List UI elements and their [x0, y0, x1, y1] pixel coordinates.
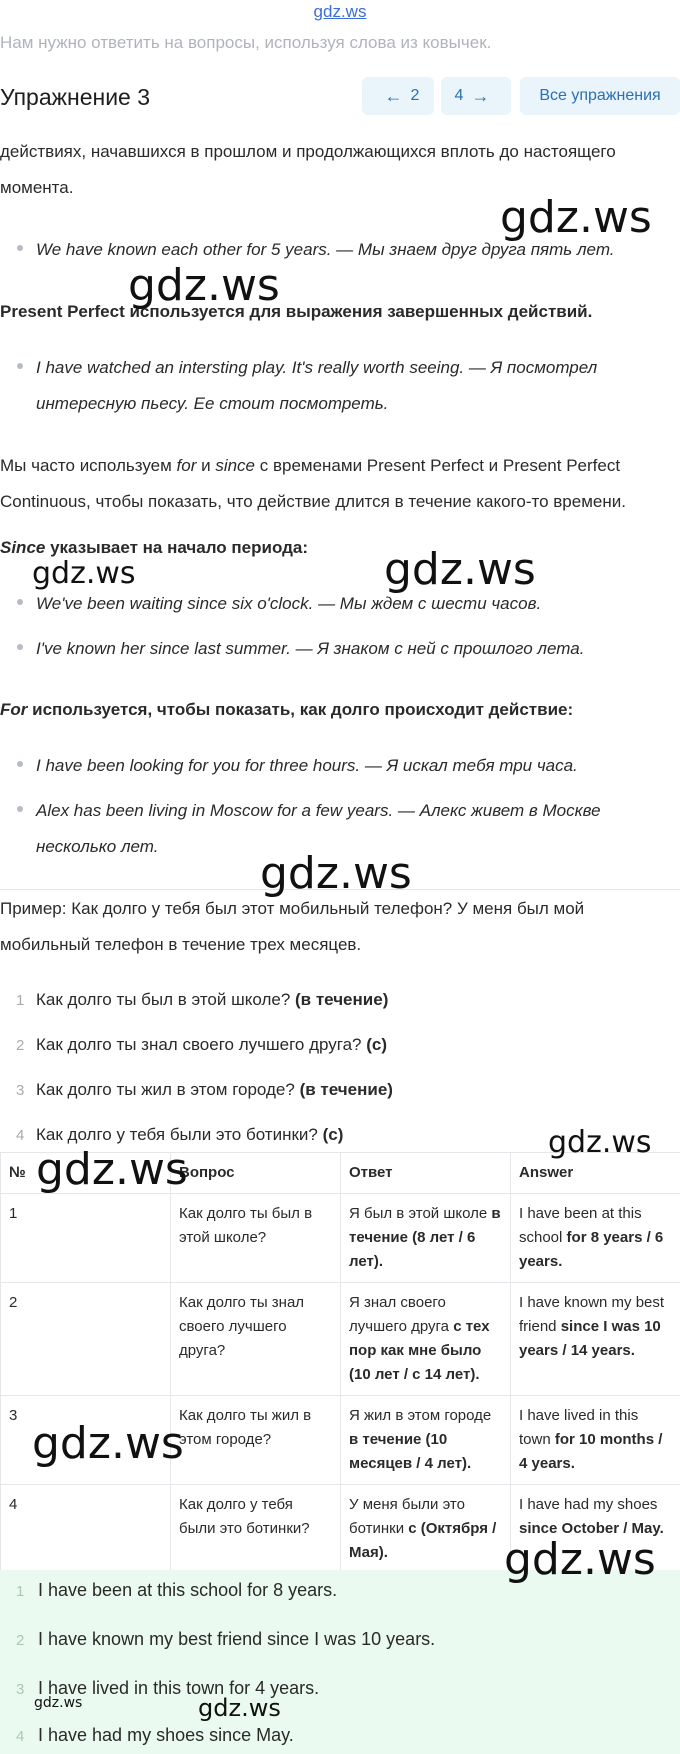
watermark: gdz.ws: [32, 556, 136, 591]
all-exercises-button[interactable]: [520, 77, 680, 115]
bullet-dot: [17, 245, 23, 251]
for-heading: [0, 700, 680, 720]
cell-text: Я жил в этом городе: [349, 1407, 492, 1424]
watermark: gdz.ws: [548, 1125, 652, 1160]
cell-text: I have had my shoes: [519, 1496, 658, 1513]
answers-table: [0, 1152, 680, 1574]
cell-text: Я знал своего лучшего друга: [349, 1294, 454, 1335]
table-cell-num: 1: [1, 1194, 171, 1283]
question-hint: (в течение): [299, 1080, 393, 1099]
answer-item: I have had my shoes since May.: [38, 1725, 294, 1745]
bullet-dot: [17, 644, 23, 650]
table-cell-question: Как долго ты был в этой школе?: [171, 1194, 341, 1283]
question-item: [36, 1125, 343, 1145]
cell-text-bold: since I was 10 years / 14 years.: [519, 1318, 661, 1359]
question-hint: (с): [366, 1035, 388, 1054]
table-cell-answer-en: [511, 1396, 680, 1485]
answer-number: 1: [16, 1583, 25, 1600]
cell-text-bold: с тех пор как мне было (10 лет / с 14 лет).: [349, 1318, 490, 1383]
question-item: [36, 1035, 387, 1055]
watermark: gdz.ws: [504, 1534, 656, 1585]
question-number: 1: [16, 992, 25, 1009]
since-heading: [0, 538, 680, 558]
theory-line-2: момента.: [0, 178, 74, 197]
table-cell-question: Как долго у тебя были это ботинки?: [171, 1485, 341, 1574]
bullet-dot: [17, 761, 23, 767]
watermark: gdz.ws: [34, 1695, 83, 1711]
question-text: Как долго ты жил в этом городе?: [36, 1080, 300, 1099]
exercise-subtitle: Нам нужно ответить на вопросы, используя слова из ковычек.: [0, 33, 492, 52]
table-cell-answer-en: [511, 1283, 680, 1396]
watermark: gdz.ws: [128, 260, 280, 311]
table-header-cell: Answer: [511, 1153, 680, 1194]
exercise-title: Упражнение 3: [0, 84, 151, 110]
prev-exercise-button[interactable]: [362, 77, 434, 115]
answer-number: 4: [16, 1728, 25, 1745]
cell-text-bold: в течение (10 месяцев / 4 лет).: [349, 1431, 472, 1472]
text-fragment: с временами Present Perfect и Present Perfect: [255, 456, 621, 475]
table-header-cell: №: [1, 1153, 171, 1194]
text-fragment: Мы часто используем: [0, 456, 177, 475]
site-logo-link[interactable]: gdz.ws: [313, 2, 367, 21]
next-exercise-button[interactable]: [441, 77, 511, 115]
bullet-dot: [17, 599, 23, 605]
all-exercises-label: Все упражнения: [539, 87, 661, 104]
table-row: [1, 1194, 680, 1283]
term-since-heading: Since: [0, 538, 46, 557]
cell-text-bold: с (Октября / Мая).: [349, 1520, 497, 1561]
example-sentence-3: We've been waiting since six o'clock. — Мы ждем с шести часов.: [36, 594, 542, 613]
cell-text: I have lived in this town: [519, 1407, 639, 1448]
table-cell-num: 3: [1, 1396, 171, 1485]
example-sentence-4: I've known her since last summer. — Я знаком с ней с прошлого лета.: [36, 639, 585, 658]
question-item: [36, 1080, 393, 1100]
question-number: 3: [16, 1082, 25, 1099]
table-header-cell: Вопрос: [171, 1153, 341, 1194]
question-text: Как долго у тебя были это ботинки?: [36, 1125, 323, 1144]
watermark: gdz.ws: [260, 848, 412, 899]
example-sentence-2-line-1: I have watched an intersting play. It's really worth seeing. — Я посмотрел: [36, 358, 598, 377]
table-cell-num: 4: [1, 1485, 171, 1574]
question-text: Как долго ты был в этой школе?: [36, 990, 295, 1009]
term-since: since: [215, 456, 256, 475]
cell-text-bold: for 8 years / 6 years.: [519, 1229, 664, 1270]
example-sentence-5: I have been looking for you for three hours. — Я искал тебя три часа.: [36, 756, 578, 775]
table-cell-question: Как долго ты знал своего лучшего друга?: [171, 1283, 341, 1396]
question-item: [36, 990, 388, 1010]
cell-text: I have been at this school: [519, 1205, 642, 1246]
watermark: gdz.ws: [36, 1144, 188, 1195]
example-sentence-2: [36, 350, 676, 422]
answer-item: I have known my best friend since I was 10 years.: [38, 1629, 436, 1649]
answer-number: 3: [16, 1681, 25, 1698]
example-sentence-6-line-2: несколько лет.: [36, 837, 159, 856]
question-hint: (в течение): [295, 990, 389, 1009]
prev-exercise-label: 2: [410, 87, 420, 104]
arrow-left-icon: ←: [384, 85, 403, 106]
answer-item: I have lived in this town for 4 years.: [38, 1678, 320, 1698]
bullet-dot: [17, 363, 23, 369]
watermark: gdz.ws: [500, 192, 652, 243]
answer-number: 2: [16, 1632, 25, 1649]
watermark: gdz.ws: [32, 1418, 184, 1469]
question-number: 2: [16, 1037, 25, 1054]
term-for-heading: For: [0, 700, 28, 719]
watermark: gdz.ws: [198, 1694, 281, 1722]
question-number: 4: [16, 1127, 25, 1144]
question-text: Как долго ты знал своего лучшего друга?: [36, 1035, 367, 1054]
table-cell-question: Как долго ты жил в этом городе?: [171, 1396, 341, 1485]
cell-text-bold: for 10 months / 4 years.: [519, 1431, 663, 1472]
table-cell-answer-ru: [341, 1485, 511, 1574]
table-cell-answer-ru: [341, 1194, 511, 1283]
for-heading-text: используется, чтобы показать, как долго происходит действие:: [27, 700, 574, 719]
text-fragment: и: [196, 456, 216, 475]
example-line-2: мобильный телефон в течение трех месяцев.: [0, 935, 362, 954]
since-heading-text: указывает на начало периода:: [45, 538, 309, 557]
table-cell-answer-en: [511, 1194, 680, 1283]
for-since-paragraph-line-1: [0, 456, 680, 476]
present-perfect-heading: Present Perfect используется для выражения завершенных действий.: [0, 302, 593, 321]
cell-text: I have known my best friend: [519, 1294, 665, 1335]
example-line-1: Пример: Как долго у тебя был этот мобильный телефон? У меня был мой: [0, 899, 585, 918]
term-for: for: [176, 456, 197, 475]
table-row: [1, 1283, 680, 1396]
cell-text-bold: since October / May.: [519, 1520, 664, 1537]
for-since-paragraph-line-2: Continuous, чтобы показать, что действие длится в течение какого-то времени.: [0, 492, 626, 511]
cell-text-bold: в течение (8 лет / 6 лет).: [349, 1205, 501, 1270]
example-sentence-2-line-2: интересную пьесу. Ее стоит посмотреть.: [36, 394, 389, 413]
example-sentence-1: We have known each other for 5 years. — Мы знаем друг друга пять лет.: [36, 240, 615, 259]
arrow-right-icon: →: [471, 85, 490, 106]
table-header-cell: Ответ: [341, 1153, 511, 1194]
bullet-dot: [17, 806, 23, 812]
table-cell-answer-ru: [341, 1396, 511, 1485]
next-exercise-label: 4: [454, 87, 464, 104]
example-sentence-6-line-1: Alex has been living in Moscow for a few years. — Алекс живет в Москве: [36, 801, 601, 820]
theory-line-1: действиях, начавшихся в прошлом и продолжающихся вплоть до настоящего: [0, 142, 616, 161]
cell-text: Я был в этой школе: [349, 1205, 492, 1222]
table-cell-answer-ru: [341, 1283, 511, 1396]
watermark: gdz.ws: [384, 544, 536, 595]
question-hint: (с): [322, 1125, 344, 1144]
cell-text: У меня были это ботинки: [349, 1496, 465, 1537]
answer-item: I have been at this school for 8 years.: [38, 1580, 338, 1600]
table-cell-num: 2: [1, 1283, 171, 1396]
